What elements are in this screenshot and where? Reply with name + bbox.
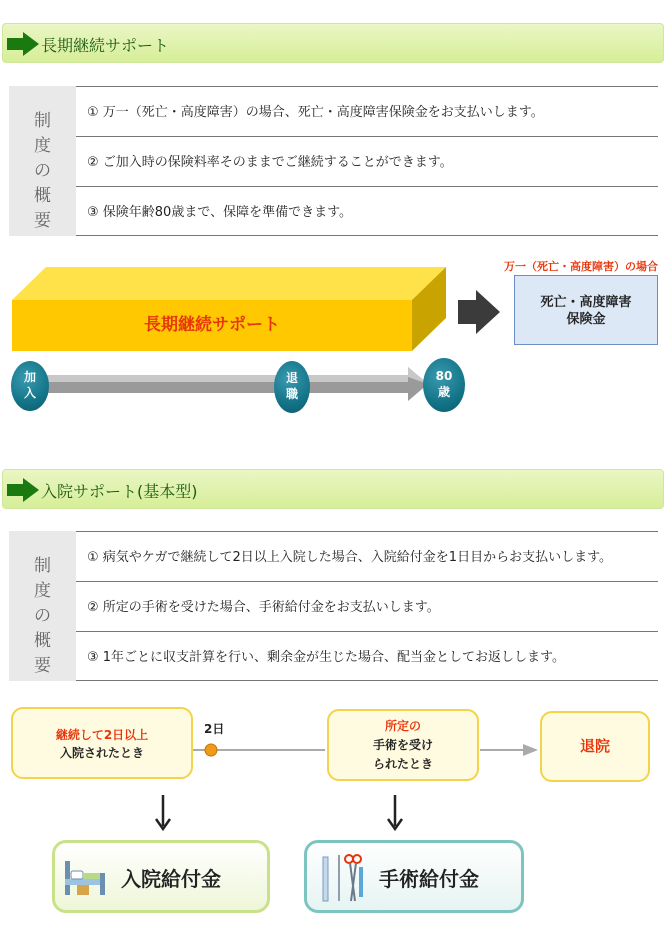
overview-table xyxy=(9,86,658,236)
arrow-right-icon xyxy=(7,478,39,502)
box-line: られたとき xyxy=(372,757,433,771)
overview-label-char: の xyxy=(34,606,51,626)
box-line: 所定の xyxy=(384,719,421,733)
hospital-benefit-box xyxy=(52,840,270,913)
overview-label-char: 要 xyxy=(34,656,51,676)
arrow-right-icon xyxy=(7,32,39,56)
benefit-box xyxy=(514,275,658,345)
hospitalization-box xyxy=(11,707,193,779)
box-line: 入院されたとき xyxy=(59,746,144,760)
overview-label xyxy=(9,86,76,236)
overview-label-char: 要 xyxy=(34,211,51,231)
benefit-line: 保険金 xyxy=(566,312,606,327)
overview-label-char: 概 xyxy=(34,186,51,206)
benefit-label: 手術給付金 xyxy=(379,867,479,891)
overview-label-char: 制 xyxy=(34,111,51,131)
discharge-box: 退院 xyxy=(540,711,650,782)
bar-label: 長期継続サポート xyxy=(144,315,280,335)
day-label: 2日 xyxy=(204,722,225,736)
overview-row: ② 所定の手術を受けた場合、手術給付金をお支払いします。 xyxy=(76,581,658,631)
surgical-tools-icon xyxy=(319,851,365,905)
section-header-long-term xyxy=(2,23,664,63)
retire-marker: 退 職 xyxy=(274,361,310,413)
overview-label-char: 度 xyxy=(34,136,51,156)
bar-top xyxy=(12,267,446,300)
arrow-right-icon xyxy=(458,290,500,334)
overview-row: ① 病気やケガで継続して2日以上入院した場合、入院給付金を1日目からお支払いします。 xyxy=(76,531,658,581)
overview-label-char: 度 xyxy=(34,581,51,601)
section-title: 長期継続サポート xyxy=(41,36,170,55)
overview-row: ② ご加入時の保険料率そのままでご継続することができます。 xyxy=(76,136,658,186)
surgery-box xyxy=(327,709,479,781)
age-marker: 80 歳 xyxy=(423,358,465,412)
overview-label-char: 概 xyxy=(34,631,51,651)
timeline-arrowhead xyxy=(523,744,538,756)
case-label: 万一（死亡・高度障害）の場合 xyxy=(504,260,658,273)
section-title: 入院サポート(基本型) xyxy=(41,482,198,501)
surgery-benefit-box xyxy=(304,840,524,913)
join-marker: 加 入 xyxy=(11,361,49,411)
box-line: 継続して2日以上 xyxy=(55,728,149,742)
overview-row: ① 万一（死亡・高度障害）の場合、死亡・高度障害保険金をお支払いします。 xyxy=(76,86,658,136)
day-marker xyxy=(205,744,217,756)
benefit-line: 死亡・高度障害 xyxy=(540,295,632,310)
hospital-bed-icon xyxy=(63,855,107,899)
section-header-hospital xyxy=(2,469,664,509)
box-line: 手術を受け xyxy=(372,738,433,752)
overview-label-char: 制 xyxy=(34,556,51,576)
overview-row: ③ 1年ごとに収支計算を行い、剰余金が生じた場合、配当金としてお返しします。 xyxy=(76,631,658,681)
overview-label xyxy=(9,531,76,681)
overview-row: ③ 保険年齢80歳まで、保障を準備できます。 xyxy=(76,186,658,236)
overview-label-char: の xyxy=(34,161,51,181)
benefit-label: 入院給付金 xyxy=(121,867,221,891)
overview-table xyxy=(9,531,658,681)
